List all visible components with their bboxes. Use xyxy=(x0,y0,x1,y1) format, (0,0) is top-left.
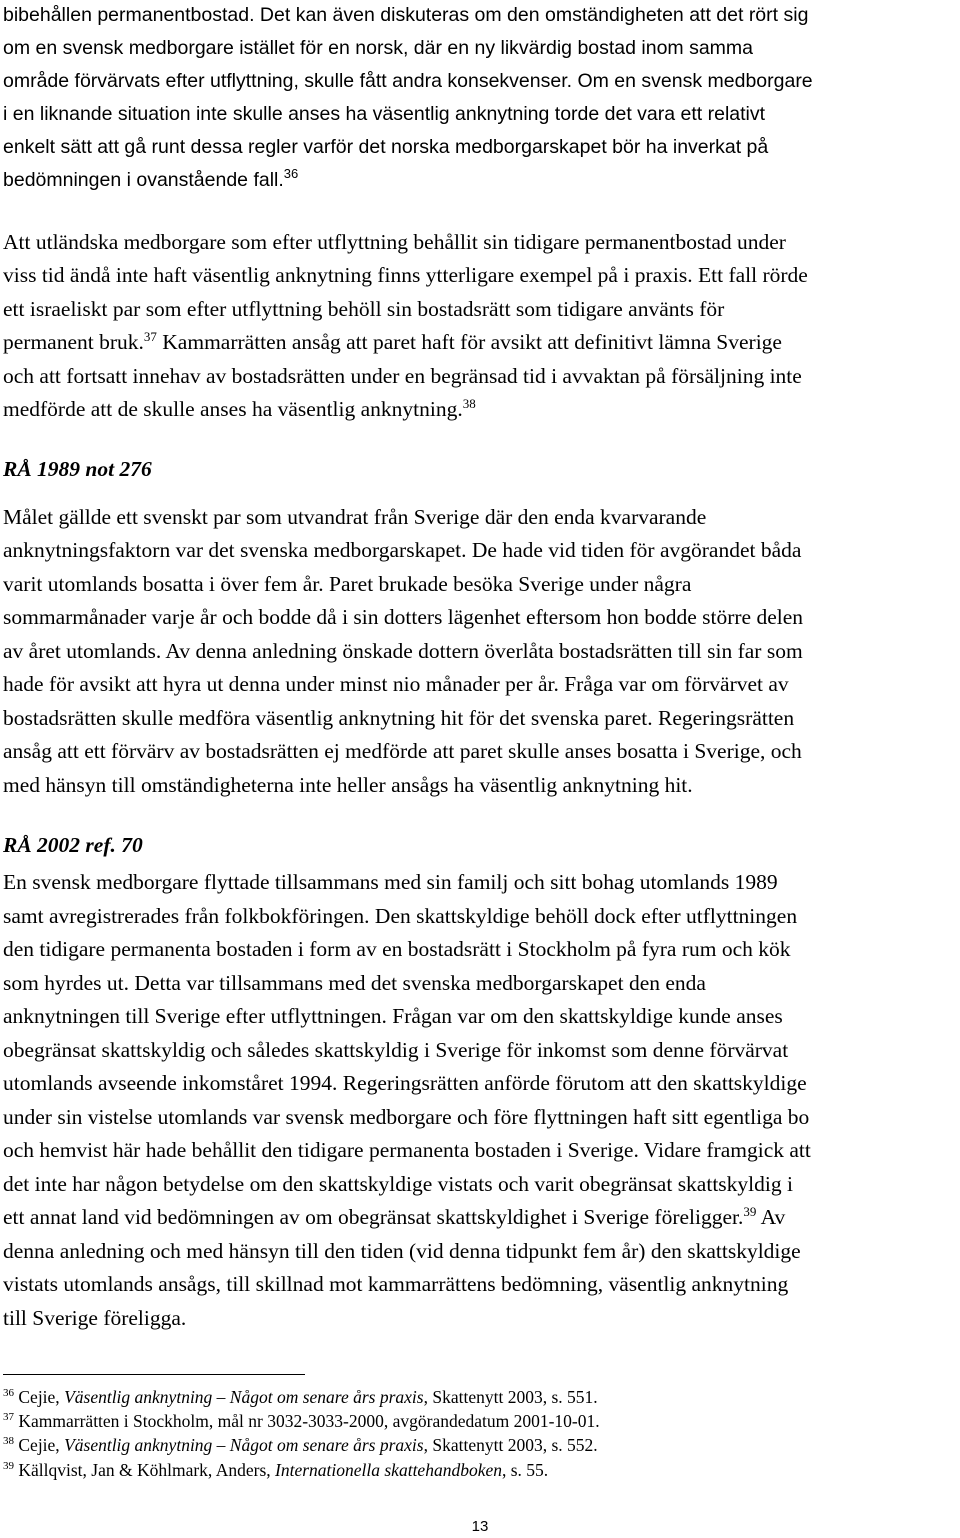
text-segment: område förvärvats efter utflyttning, skulle fått andra konsekvenser. xyxy=(3,70,573,92)
footnote xyxy=(3,1459,548,1481)
text-segment: bedömningen i ovanstående fall. xyxy=(3,169,284,191)
footnote-text: Cejie, xyxy=(14,1435,65,1455)
text-line xyxy=(3,1204,785,1230)
footnote-number: 36 xyxy=(3,1387,14,1399)
text-line: vistats utomlands ansågs, till skillnad mot kammarrättens bedömning, väsentlig anknytning xyxy=(3,1272,789,1296)
footnote-text: Källqvist, Jan & Köhlmark, Anders, xyxy=(14,1460,276,1480)
text-segment: medförde att de skulle anses ha väsentlig anknytning. xyxy=(3,397,463,421)
text-segment: ett annat land vid bedömningen av om obegränsat skattskyldighet i Sverige föreligger. xyxy=(3,1205,744,1229)
text-line: ansåg att ett förvärv av bostadsrätten ej medförde att paret skulle anses bosatta i Sverige, och xyxy=(3,739,802,763)
text-line: bostadsrätten skulle medföra väsentlig anknytning hit för det svenska paret. Regeringsrätten xyxy=(3,706,795,730)
footnote-ref: 37 xyxy=(143,329,157,344)
text-segment: Av xyxy=(756,1205,786,1229)
footnote-number: 39 xyxy=(3,1460,14,1472)
section-heading: RÅ 2002 ref. 70 xyxy=(3,833,143,857)
text-line: obegränsat skattskyldig och således skattskyldig i Sverige för inkomst som denne förvärvat xyxy=(3,1038,789,1062)
footnote-number: 38 xyxy=(3,1435,14,1447)
text-line: sommarmånader varje år och bodde då i sin dotters lägenhet eftersom hon bodde större delen xyxy=(3,605,804,629)
page-number: 13 xyxy=(471,1518,489,1535)
text-segment: Om en svensk medborgare xyxy=(572,70,813,92)
text-line: under sin vistelse utomlands var svensk medborgare och före flyttningen haft sitt egentliga bo xyxy=(3,1105,810,1129)
text-line: med hänsyn till omständigheterna inte heller ansågs ha väsentlig anknytning hit. xyxy=(3,773,693,797)
footnote-title: Väsentlig anknytning – Något om senare års praxis xyxy=(64,1387,424,1407)
text-line: och att fortsatt innehav av bostadsrätten under en begränsad tid i avvaktan på försäljning inte xyxy=(3,364,802,388)
text-line: utomlands avseende inkomståret 1994. Regeringsrätten anförde förutom att den skattskyldige xyxy=(3,1071,807,1095)
footnote xyxy=(3,1410,600,1432)
text-line: som hyrdes ut. Detta var tillsammans med det svenska medborgarskapet den enda xyxy=(3,971,706,995)
footnote-title: Väsentlig anknytning – Något om senare års praxis xyxy=(64,1435,424,1455)
text-line xyxy=(3,68,813,94)
footnote-ref: 39 xyxy=(743,1204,757,1219)
text-line: den tidigare permanenta bostaden i form av en bostadsrätt i Stockholm på fyra rum och kök xyxy=(3,937,791,961)
text-line: enkelt sätt att gå runt dessa regler varför det norska medborgarskapet bör ha inverkat på xyxy=(3,136,769,158)
footnote-separator xyxy=(3,1374,305,1375)
text-line: bibehållen permanentbostad. Det kan även diskuteras om den omständigheten att det rört sig xyxy=(3,4,809,26)
text-line: det inte har någon betydelse om den skattskyldige vistats och varit obegränsat skattskyldig i xyxy=(3,1172,793,1196)
footnote-text: , Skattenytt 2003, s. 552. xyxy=(423,1435,598,1455)
text-segment: permanent bruk. xyxy=(3,330,144,354)
footnote xyxy=(3,1386,598,1408)
footnote-text: , Skattenytt 2003, s. 551. xyxy=(423,1387,598,1407)
text-line: anknytningsfaktorn var det svenska medborgarskapet. De hade vid tiden för avgörandet båda xyxy=(3,538,802,562)
section-heading: RÅ 1989 not 276 xyxy=(3,457,152,481)
footnote-ref: 38 xyxy=(462,396,476,411)
footnote xyxy=(3,1434,598,1456)
text-line xyxy=(3,167,298,193)
text-line: hade för avsikt att hyra ut denna under minst nio månader per år. Fråga var om förvärvet av xyxy=(3,672,789,696)
text-line: i en liknande situation inte skulle anses ha väsentlig anknytning torde det vara ett relativt xyxy=(3,103,766,125)
footnote-ref: 36 xyxy=(283,166,299,181)
text-line xyxy=(3,396,476,422)
text-line xyxy=(3,329,782,355)
footnote-number: 37 xyxy=(3,1411,14,1423)
text-line: varit utomlands bosatta i över fem år. Paret brukade besöka Sverige under några xyxy=(3,572,692,596)
text-line: Målet gällde ett svenskt par som utvandrat från Sverige där den enda kvarvarande xyxy=(3,505,707,529)
footnote-title: Internationella skattehandboken xyxy=(275,1460,502,1480)
text-line: och hemvist här hade behållit den tidigare permanenta bostaden i Sverige. Vidare framgick att xyxy=(3,1138,811,1162)
text-line: denna anledning och med hänsyn till den tiden (vid denna tidpunkt fem år) den skattskyldige xyxy=(3,1239,801,1263)
footnote-text: Kammarrätten i Stockholm, mål nr 3032-3033-2000, avgörandedatum 2001-10-01. xyxy=(14,1411,600,1431)
text-line: En svensk medborgare flyttade tillsammans med sin familj och sitt bohag utomlands 1989 xyxy=(3,870,778,894)
text-line: om en svensk medborgare istället för en norsk, där en ny likvärdig bostad inom samma xyxy=(3,37,754,59)
text-segment: Kammarrätten ansåg att paret haft för avsikt att definitivt lämna Sverige xyxy=(156,330,782,354)
text-line: av året utomlands. Av denna anledning önskade dottern överlåta bostadsrätten till sin far som xyxy=(3,639,803,663)
text-line: viss tid ändå inte haft väsentlig anknytning finns ytterligare exempel på i praxis. Ett fall rörde xyxy=(3,263,808,287)
text-line: ett israeliskt par som efter utflyttning behöll sin bostadsrätt som tidigare använts för xyxy=(3,297,725,321)
text-line: anknytningen till Sverige efter utflyttningen. Frågan var om den skattskyldige kunde anses xyxy=(3,1004,783,1028)
text-line: Att utländska medborgare som efter utflyttning behållit sin tidigare permanentbostad under xyxy=(3,230,786,254)
footnote-text: , s. 55. xyxy=(501,1460,549,1480)
footnote-text: Cejie, xyxy=(14,1387,65,1407)
text-line: samt avregistrerades från folkbokföringen. Den skattskyldige behöll dock efter utflyttningen xyxy=(3,904,798,928)
text-line: till Sverige föreligga. xyxy=(3,1306,187,1330)
